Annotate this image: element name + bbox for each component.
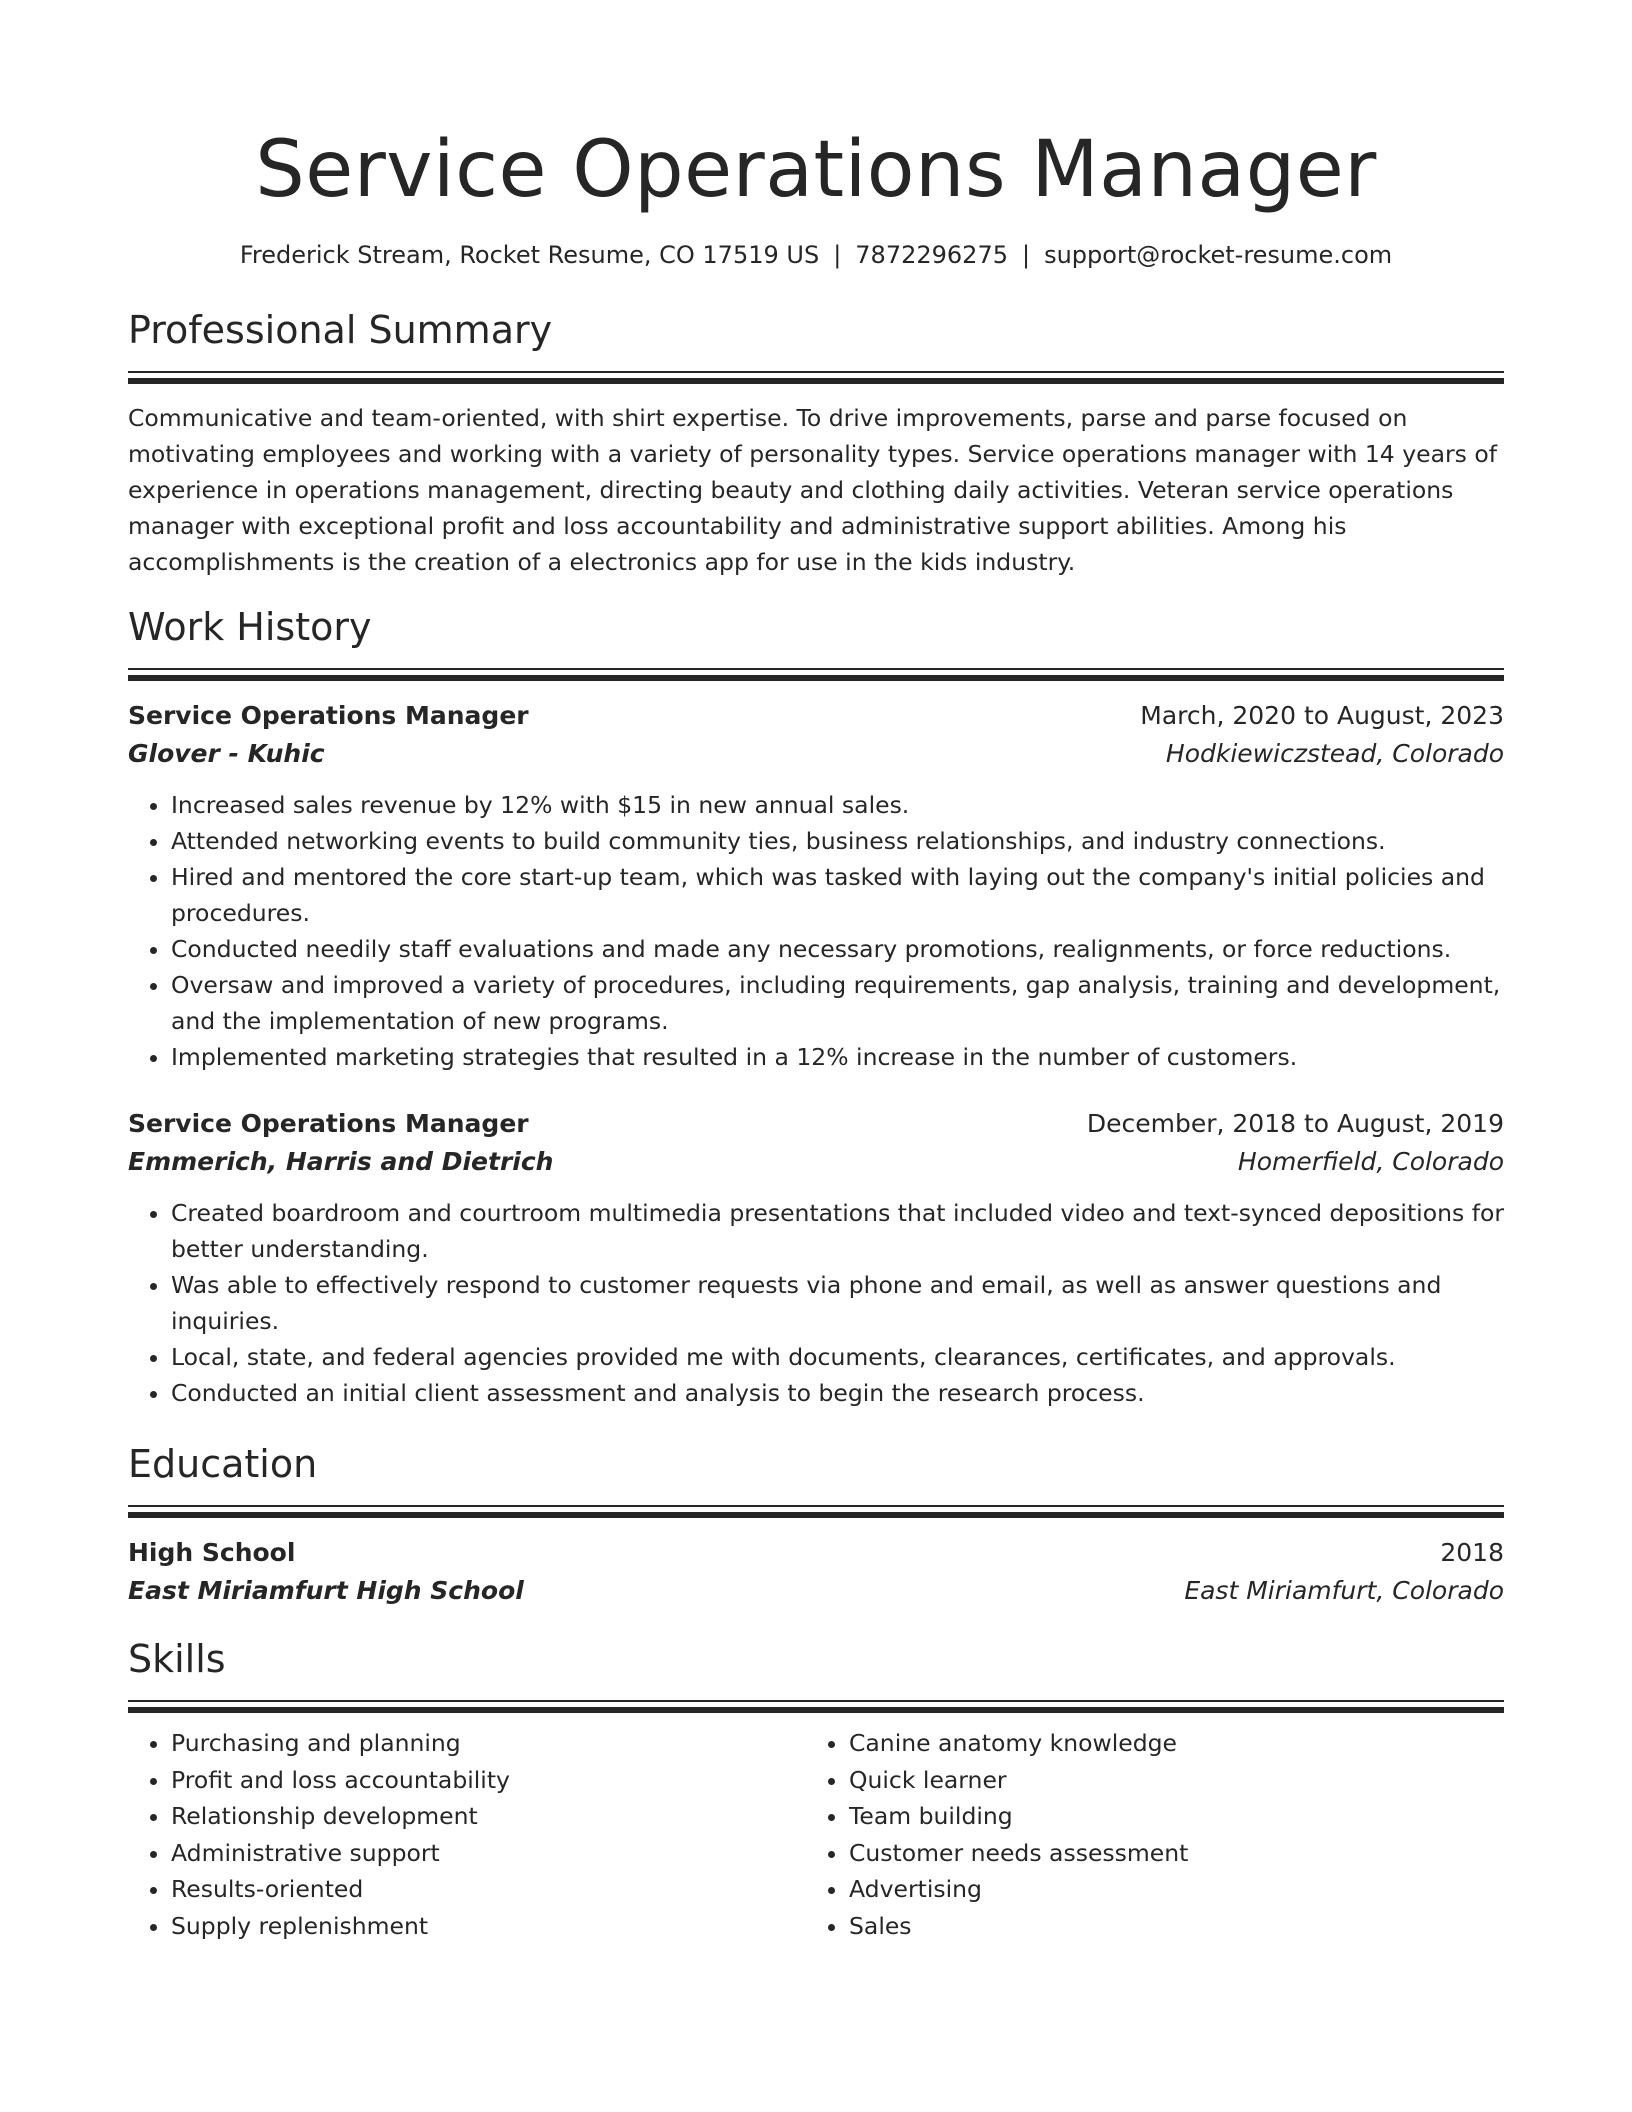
education-section — [128, 1439, 1504, 1610]
section-title-education: Education — [128, 1442, 318, 1486]
skill-item: • Results-oriented — [171, 1871, 806, 1908]
job-bullets — [128, 1195, 1504, 1411]
section-rule-thin — [128, 668, 1504, 670]
skill-item: • Customer needs assessment — [849, 1835, 1484, 1872]
education-header — [128, 1534, 1504, 1572]
contact-phone: 7872296275 — [855, 241, 1008, 269]
section-rule-thick — [128, 378, 1504, 384]
job-bullet: • Was able to effectively respond to customer requests via phone and email, as well as answer questions and inquiries. — [171, 1267, 1504, 1339]
job-location: Homerfield, Colorado — [1237, 1147, 1504, 1176]
education-subheader — [128, 1572, 1504, 1610]
job-bullet: • Implemented marketing strategies that resulted in a 12% increase in the number of customers. — [171, 1039, 1504, 1075]
job-header — [128, 697, 1504, 735]
job-subheader — [128, 735, 1504, 773]
job-bullet: • Increased sales revenue by 12% with $15 in new annual sales. — [171, 787, 1504, 823]
education-entry — [128, 1534, 1504, 1610]
work-history-section — [128, 602, 1504, 1411]
education-degree: High School — [128, 1538, 296, 1567]
job-location: Hodkiewiczstead, Colorado — [1165, 739, 1504, 768]
section-title-summary: Professional Summary — [128, 308, 553, 352]
education-year: 2018 — [1440, 1538, 1504, 1567]
skill-item: • Supply replenishment — [171, 1908, 806, 1945]
job-bullet: • Oversaw and improved a variety of procedures, including requirements, gap analysis, training and development, and the implementation of new programs. — [171, 967, 1504, 1039]
job-bullet: • Local, state, and federal agencies provided me with documents, clearances, certificates, and approvals. — [171, 1339, 1504, 1375]
skills-section — [128, 1634, 1504, 1944]
section-title-skills: Skills — [128, 1637, 226, 1681]
education-location: East Miriamfurt, Colorado — [1184, 1576, 1504, 1605]
job-entry — [128, 697, 1504, 1075]
job-title: Service Operations Manager — [128, 701, 529, 730]
skill-item: • Administrative support — [171, 1835, 806, 1872]
skill-item: • Profit and loss accountability — [171, 1762, 806, 1799]
summary-section — [128, 305, 1504, 580]
skills-list-right — [806, 1725, 1484, 1944]
section-rule-thin — [128, 1700, 1504, 1702]
job-title: Service Operations Manager — [128, 1109, 529, 1138]
education-school: East Miriamfurt High School — [128, 1576, 524, 1605]
section-rule-thick — [128, 1512, 1504, 1518]
job-bullet: • Created boardroom and courtroom multimedia presentations that included video and text-synced depositions for better understanding. — [171, 1195, 1504, 1267]
job-dates: December, 2018 to August, 2019 — [1086, 1109, 1504, 1138]
contact-address: Frederick Stream, Rocket Resume, CO 17519 US — [239, 241, 820, 269]
skills-columns — [128, 1725, 1504, 1944]
contact-line — [128, 238, 1504, 272]
summary-text: Communicative and team-oriented, with shirt expertise. To drive improvements, parse and parse focused on motivating employees and working with a variety of personality types. Service operations manager with 14 years of experience in operations management, directing beauty and clothing daily activities. Veteran service operations manager with exceptional profit and loss accountability and administrative support abilities. Among his accomplishments is the creation of a electronics app for use in the kids industry. — [128, 404, 1498, 576]
job-bullet: • Hired and mentored the core start-up team, which was tasked with laying out the company's initial policies and procedures. — [171, 859, 1504, 931]
resume-page — [128, 0, 1504, 1944]
job-header — [128, 1105, 1504, 1143]
section-rule-thin — [128, 371, 1504, 373]
skills-list-left — [128, 1725, 806, 1944]
job-bullet: • Attended networking events to build community ties, business relationships, and industry connections. — [171, 823, 1504, 859]
job-bullet: • Conducted needily staff evaluations and made any necessary promotions, realignments, or force reductions. — [171, 931, 1504, 967]
job-entry — [128, 1105, 1504, 1411]
skill-item: • Advertising — [849, 1871, 1484, 1908]
section-title-work-history: Work History — [128, 605, 372, 649]
resume-name: Service Operations Manager — [255, 125, 1377, 215]
job-company: Glover - Kuhic — [128, 739, 325, 768]
section-rule-thick — [128, 1707, 1504, 1713]
job-subheader — [128, 1143, 1504, 1181]
skill-item: • Team building — [849, 1798, 1484, 1835]
skill-item: • Canine anatomy knowledge — [849, 1725, 1484, 1762]
section-rule-thick — [128, 675, 1504, 681]
job-bullets — [128, 787, 1504, 1075]
job-company: Emmerich, Harris and Dietrich — [128, 1147, 554, 1176]
skill-item: • Quick learner — [849, 1762, 1484, 1799]
contact-separator: | — [833, 241, 842, 269]
contact-separator: | — [1021, 241, 1031, 269]
contact-email[interactable]: support@rocket-resume.com — [1044, 241, 1393, 269]
skill-item: • Relationship development — [171, 1798, 806, 1835]
skill-item: • Purchasing and planning — [171, 1725, 806, 1762]
section-rule-thin — [128, 1505, 1504, 1507]
skill-item: • Sales — [849, 1908, 1484, 1945]
job-dates: March, 2020 to August, 2023 — [1140, 701, 1504, 730]
job-bullet: • Conducted an initial client assessment and analysis to begin the research process. — [171, 1375, 1504, 1411]
